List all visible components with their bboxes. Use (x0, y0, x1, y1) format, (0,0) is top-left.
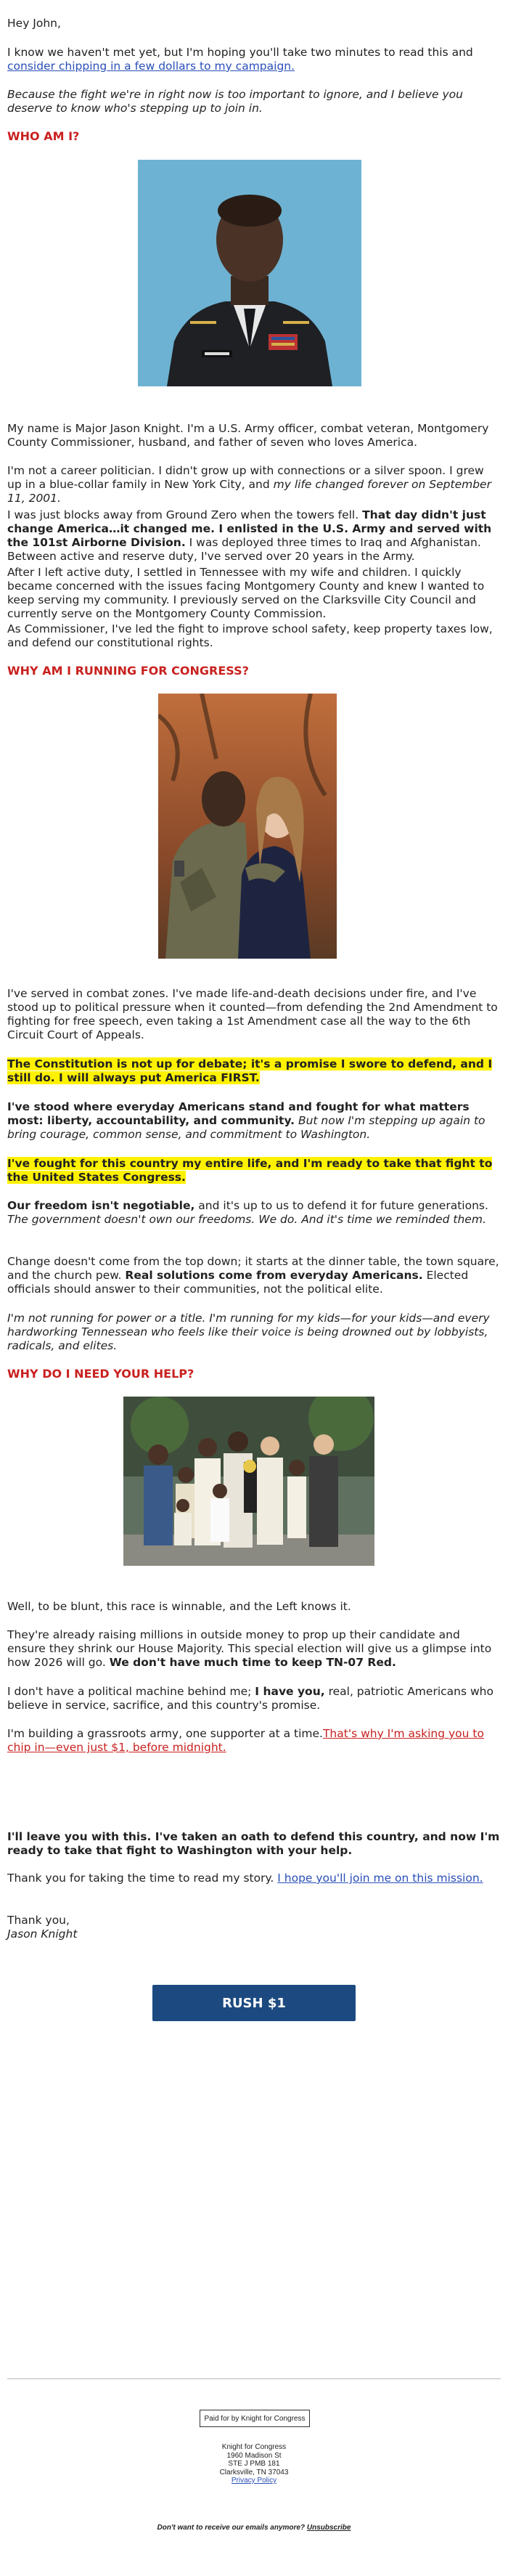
paragraph-closing: I'll leave you with this. I've taken an oath to defend this country, and now I'm ready to take that fight to Washington with your help. (7, 1830, 500, 1857)
footer-address (0, 2443, 508, 2485)
paragraph-ground-zero (7, 508, 501, 564)
text-span: I was just blocks away from Ground Zero when the towers fell. (7, 508, 363, 521)
paragraph-no-machine (7, 1685, 501, 1712)
highlighted-text: The Constitution is not up for debate; it's a promise I swore to defend, and I still do. I will always put America FIRST. (7, 1057, 493, 1084)
text-span-italic: But now I'm stepping up again to bring courage, common sense, and commitment to Washington. (7, 1114, 486, 1141)
paragraph-constitution (7, 1057, 501, 1085)
footer-address-line: 1960 Madison St (226, 2451, 282, 2460)
paragraph-commissioner: As Commissioner, I've led the fight to improve school safety, keep property taxes low, and defend our constitutional rights. (7, 622, 493, 649)
text-span: Change doesn't come from the top down; it starts at the dinner table, the town square, and the church pew. (7, 1255, 499, 1282)
paragraph-fought-country (7, 1157, 501, 1185)
unsubscribe-text: Don't want to receive our emails anymore? (157, 2524, 307, 2532)
text-span-bold: We don't have much time to keep TN-07 Red. (109, 1656, 396, 1669)
text-span: real, patriotic Americans who believe in service, sacrifice, and this country's promise. (7, 1685, 493, 1712)
paragraph-thanks (7, 1872, 501, 1885)
text-span: I'm not a career politician. I didn't grow up with connections or a silver spoon. I grew up in a blue-collar family in New York City, and (7, 464, 484, 491)
paragraph-combat-zones: I've served in combat zones. I've made life-and-death decisions under fire, and I've stood up to political pressure when it counted—from defending the 2nd Amendment to fighting for free speech, even taking a 1st Amendment case all the way to the 6th Circuit Court of Appeals. (7, 987, 498, 1041)
couple-photo (158, 694, 337, 959)
paragraph-outside-money (7, 1628, 501, 1670)
paragraph-grassroots (7, 1727, 501, 1755)
chip-in-link[interactable]: That's why I'm asking you to chip in—even just $1, before midnight. (7, 1727, 484, 1754)
paragraph-change (7, 1255, 501, 1296)
rush-donate-button[interactable]: RUSH $1 (152, 1985, 356, 2021)
heading-who-am-i: WHO AM I? (7, 129, 80, 143)
text-span: I was deployed three times to Iraq and Afghanistan. Between active and reserve duty, I've served over 20 years in the Army. (7, 536, 481, 563)
unsubscribe-line (0, 2524, 508, 2532)
paid-for-box: Paid for by Knight for Congress (200, 2410, 310, 2427)
heading-why-help: WHY DO I NEED YOUR HELP? (7, 1367, 194, 1381)
text-span-bold: Real solutions come from everyday Americans. (125, 1269, 423, 1282)
text-span-bold: That day didn't just change America…it changed me. I enlisted in the U.S. Army and served with the 101st Airborne Division. (7, 508, 492, 549)
family-photo (123, 1397, 374, 1566)
paragraph-freedom (7, 1199, 501, 1227)
text-span-bold: Our freedom isn't negotiable, (7, 1199, 195, 1212)
text-span: I don't have a political machine behind me; (7, 1685, 255, 1698)
paragraph-tennessee: After I left active duty, I settled in Tennessee with my wife and children. I quickly became concerned with the issues facing Montgomery County and knew I wanted to keep serving my community. I previously served on the Clarksville City Council and currently serve on the Montgomery County Commission. (7, 566, 485, 620)
contribute-link[interactable]: consider chipping in a few dollars to my campaign. (7, 60, 295, 73)
intro-text: I know we haven't met yet, but I'm hoping you'll take two minutes to read this and (7, 46, 473, 59)
text-span: I'm building a grassroots army, one supporter at a time. (7, 1727, 323, 1740)
text-span: and it's up to us to defend it for future generations. (194, 1199, 488, 1212)
text-span: Elected officials should answer to their communities, not the political elite. (7, 1269, 469, 1296)
portrait-photo (138, 160, 361, 386)
paragraph-not-for-power: I'm not running for power or a title. I'm running for my kids—for your kids—and every hardworking Tennessean who feels like their voice is being drowned out by lobbyists, radicals, and elites. (7, 1312, 490, 1352)
signoff: Thank you, (7, 1914, 70, 1927)
paragraph-everyday-americans (7, 1100, 501, 1142)
text-span: Thank you for taking the time to read my story. (7, 1872, 278, 1885)
intro-italic: Because the fight we're in right now is too important to ignore, and I believe you deserve to know who's stepping up to join in. (7, 88, 463, 115)
footer-address-line: Clarksville, TN 37043 (219, 2468, 289, 2477)
footer-address-line: STE J PMB 181 (228, 2460, 280, 2468)
text-span-italic: The government doesn't own our freedoms. We do. And it's time we reminded them. (7, 1213, 486, 1226)
signature: Jason Knight (7, 1927, 78, 1941)
paragraph-intro-bio: My name is Major Jason Knight. I'm a U.S. Army officer, combat veteran, Montgomery County Commissioner, husband, and father of seven who loves America. (7, 422, 489, 449)
footer-org: Knight for Congress (221, 2443, 287, 2451)
unsubscribe-link[interactable]: Unsubscribe (306, 2524, 351, 2532)
text-span-bold: I have you, (255, 1685, 325, 1698)
footer-divider (7, 2378, 501, 2379)
heading-why-running: WHY AM I RUNNING FOR CONGRESS? (7, 664, 249, 678)
text-span: They're already raising millions in outside money to prop up their candidate and ensure they shrink our House Majority. This special election will give us a glimpse into how 2026 will go. (7, 1628, 492, 1669)
privacy-policy-link[interactable]: Privacy Policy (231, 2477, 277, 2484)
intro-paragraph (7, 46, 501, 73)
text-span-bold: I've stood where everyday Americans stand and fought for what matters most: liberty, accountability, and community. (7, 1100, 470, 1127)
highlighted-text: I've fought for this country my entire life, and I'm ready to take that fight to the United States Congress. (7, 1157, 493, 1184)
greeting: Hey John, (7, 17, 61, 30)
join-mission-link[interactable]: I hope you'll join me on this mission. (277, 1872, 483, 1885)
paragraph-not-career-politician (7, 464, 501, 505)
paragraph-winnable: Well, to be blunt, this race is winnable, and the Left knows it. (7, 1600, 351, 1613)
text-span-italic: my life changed forever on September 11, 2001. (7, 478, 491, 505)
